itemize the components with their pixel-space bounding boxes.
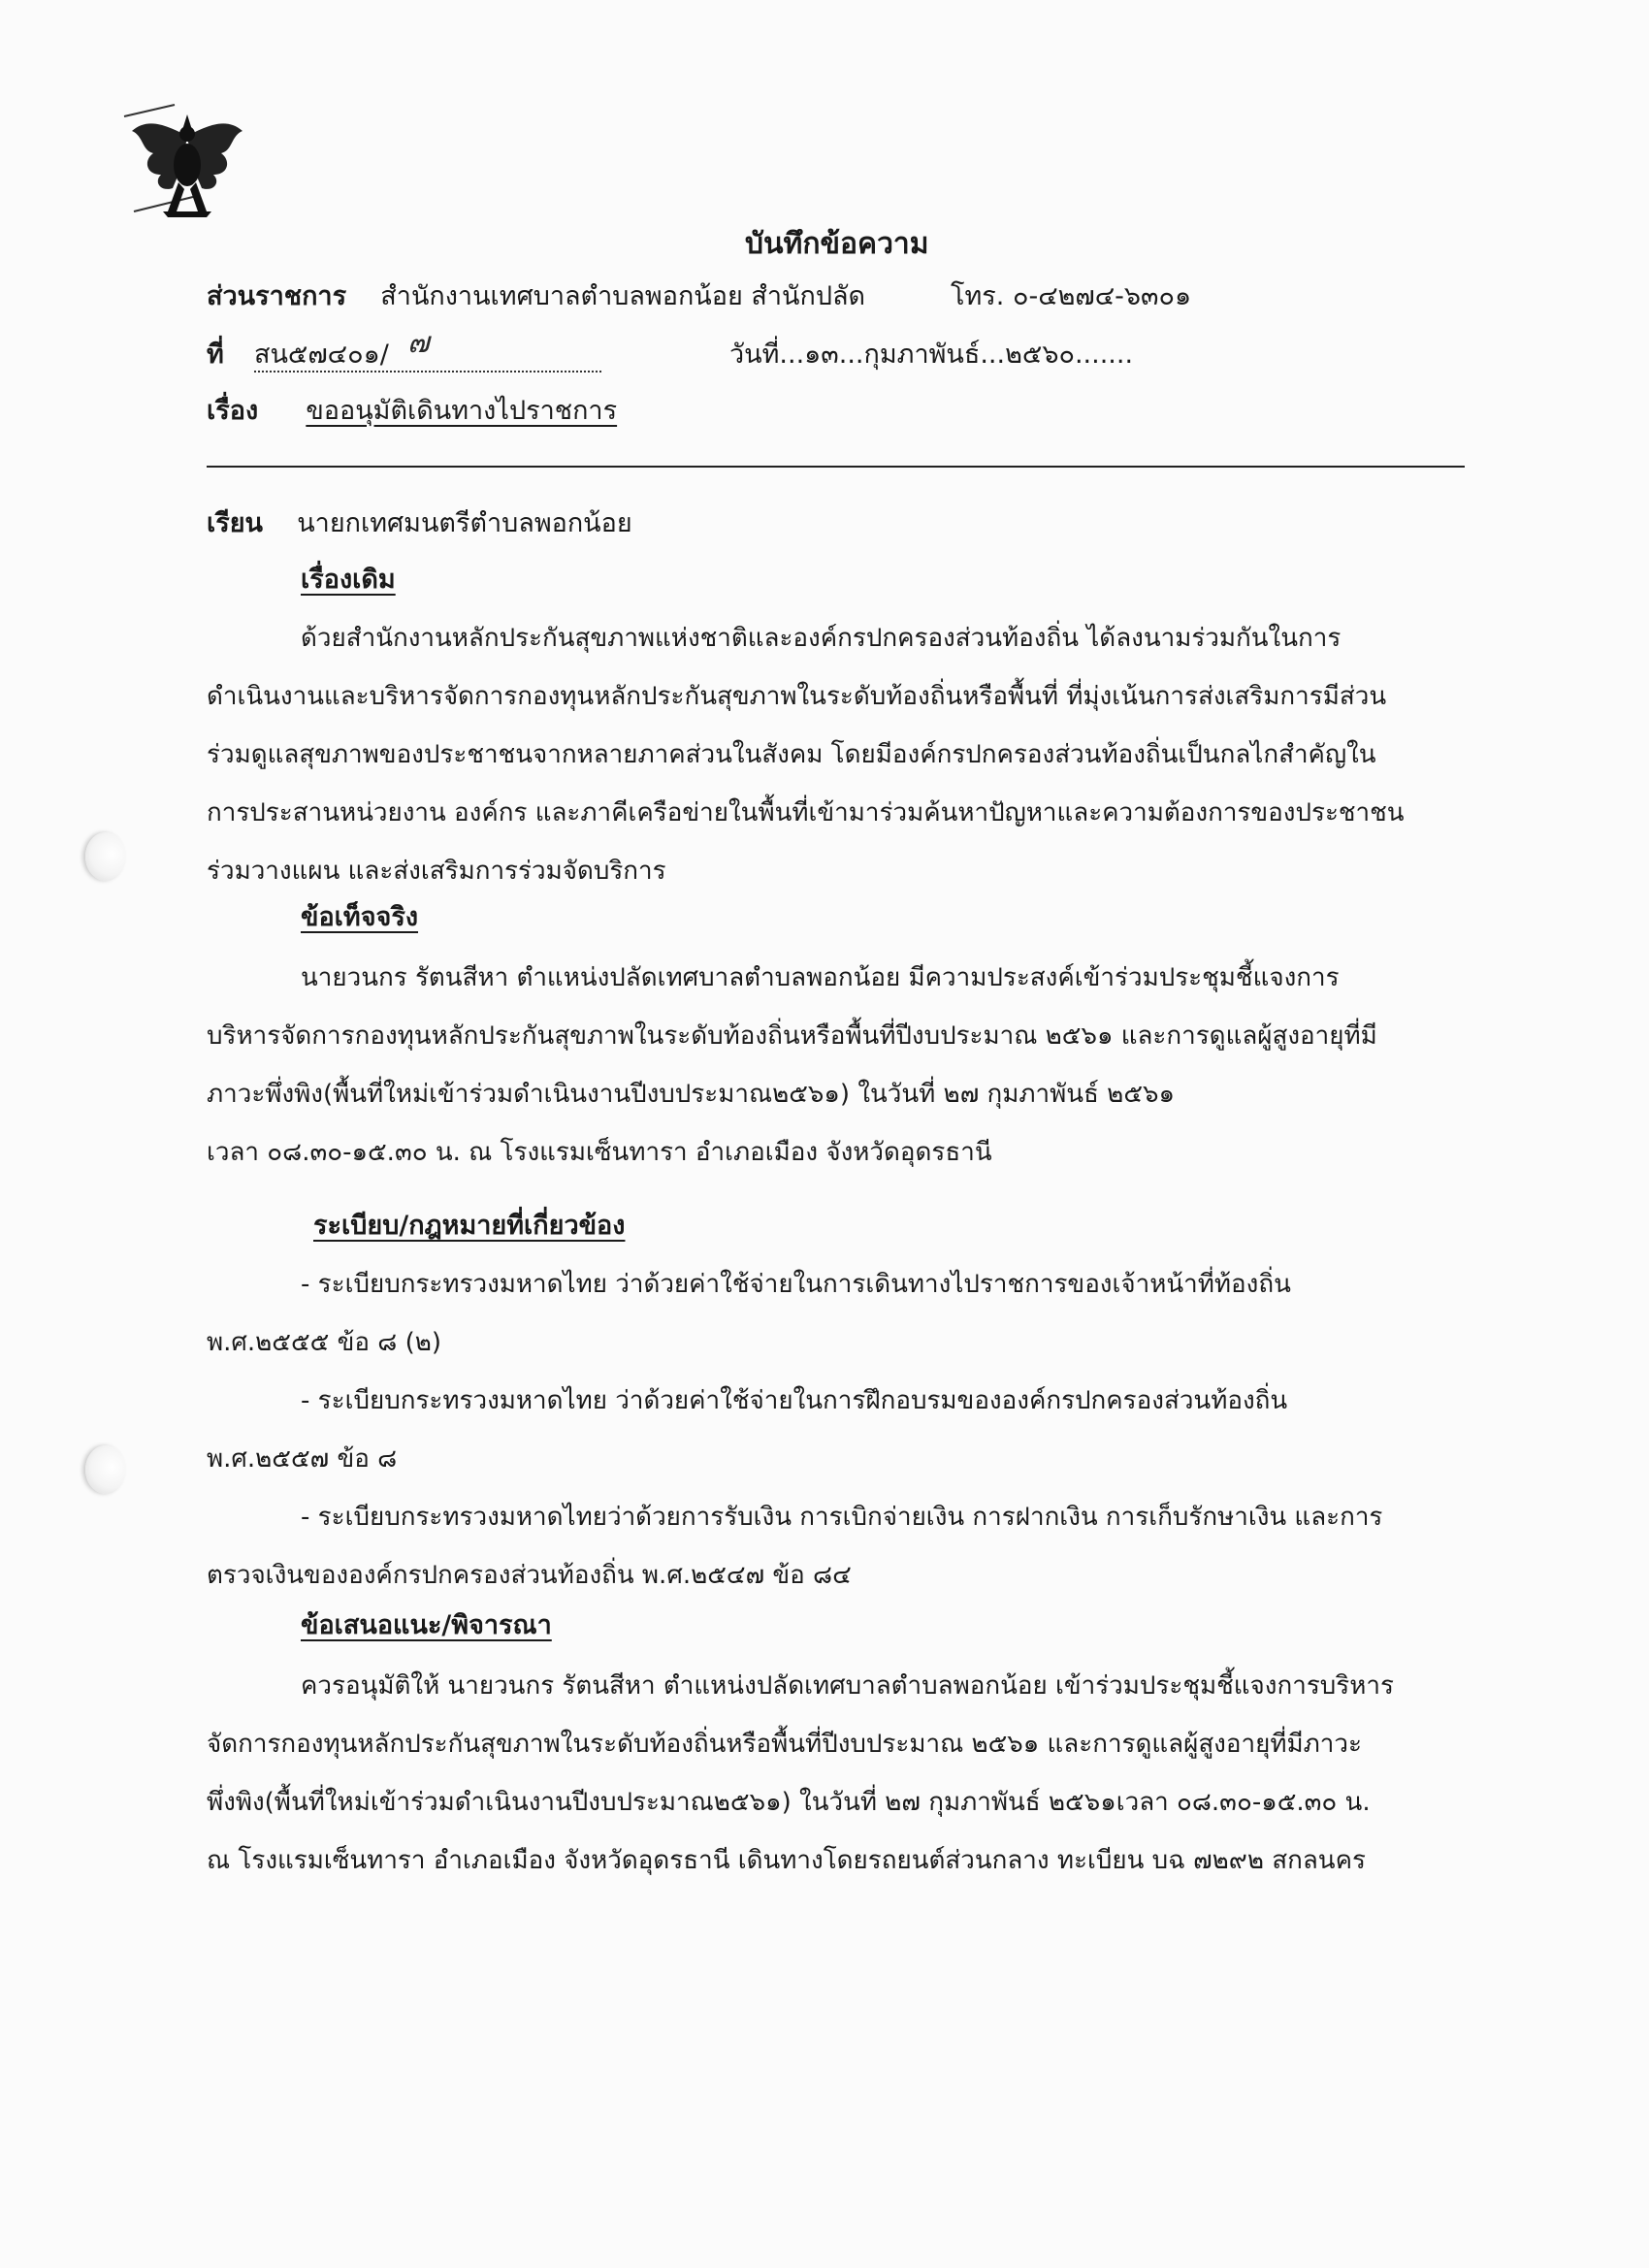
regulations-paragraph [207, 1255, 1472, 1604]
paragraph-line: ภาวะพึ่งพิง(พื้นที่ใหม่เข้าร่วมดำเนินงานปีงบประมาณ๒๕๖๑) ในวันที่ ๒๗ กุมภาพันธ์ ๒๕๖๑ [207, 1080, 1176, 1109]
date-label: วันที่ [729, 340, 780, 370]
date-row [729, 340, 1133, 371]
paragraph-line: จัดการกองทุนหลักประกันสุขภาพในระดับท้องถิ่นหรือพื้นที่ปีงบประมาณ ๒๕๖๑ และการดูแลผู้สูงอายุที่มีภาวะ [207, 1730, 1362, 1759]
handwritten-reference-number: ๗ [407, 326, 430, 360]
document-title: บันทึกข้อความ [745, 227, 929, 261]
agency-row [207, 281, 865, 312]
paragraph-line: ดำเนินงานและบริหารจัดการกองทุนหลักประกันสุขภาพในระดับท้องถิ่นหรือพื้นที่ ที่มุ่งเน้นการส่งเสริมการมีส่วน [207, 682, 1387, 711]
reference-label: ที่ [207, 340, 224, 370]
paragraph-line: ร่วมวางแผน และส่งเสริมการร่วมจัดบริการ [207, 857, 666, 886]
date-value: ...๑๓...กุมภาพันธ์...๒๕๖๐....... [779, 340, 1134, 370]
agency-label: ส่วนราชการ [207, 281, 347, 311]
paragraph-line: การประสานหน่วยงาน องค์กร และภาคีเครือข่ายในพื้นที่เข้ามาร่วมค้นหาปัญหาและความต้องการของประชาชน [207, 798, 1405, 827]
paragraph-line: - ระเบียบกระทรวงมหาดไทย ว่าด้วยค่าใช้จ่ายในการฝึกอบรมขององค์กรปกครองส่วนท้องถิ่น [301, 1386, 1288, 1415]
agency-value: สำนักงานเทศบาลตำบลพอกน้อย สำนักปลัด [380, 281, 866, 311]
addressee-label: เรียน [207, 508, 264, 538]
paragraph-line: พ.ศ.๒๕๕๗ ข้อ ๘ [207, 1444, 398, 1474]
paragraph-line: ตรวจเงินขององค์กรปกครองส่วนท้องถิ่น พ.ศ.๒๕๔๗ ข้อ ๘๔ [207, 1561, 852, 1590]
paragraph-line: ควรอนุมัติให้ นายวนกร รัตนสีหา ตำแหน่งปลัดเทศบาลตำบลพอกน้อย เข้าร่วมประชุมชี้แจงการบริหาร [301, 1671, 1394, 1701]
paragraph-line: ร่วมดูแลสุขภาพของประชาชนจากหลายภาคส่วนในสังคม โดยมีองค์กรปกครองส่วนท้องถิ่นเป็นกลไกสำคัญใน [207, 740, 1376, 769]
reference-row [207, 340, 601, 373]
garuda-emblem-icon [114, 97, 260, 243]
subject-label: เรื่อง [207, 396, 259, 426]
recommendation-paragraph [207, 1657, 1472, 1890]
paragraph-line: เวลา ๐๘.๓๐-๑๕.๓๐ น. ณ โรงแรมเซ็นทารา อำเภอเมือง จังหวัดอุดรธานี [207, 1138, 992, 1167]
addressee-value: นายกเทศมนตรีตำบลพอกน้อย [297, 508, 632, 538]
paragraph-line: บริหารจัดการกองทุนหลักประกันสุขภาพในระดับท้องถิ่นหรือพื้นที่ปีงบประมาณ ๒๕๖๑ และการดูแลผู้สูงอายุที่มี [207, 1021, 1377, 1051]
subject-row [207, 396, 617, 427]
background-heading: เรื่องเดิม [301, 565, 396, 595]
phone-number: โทร. ๐-๔๒๗๔-๖๓๐๑ [951, 281, 1192, 311]
paragraph-line: - ระเบียบกระทรวงมหาดไทย ว่าด้วยค่าใช้จ่ายในการเดินทางไปราชการของเจ้าหน้าที่ท้องถิ่น [301, 1270, 1291, 1299]
regulations-heading: ระเบียบ/กฎหมายที่เกี่ยวข้อง [313, 1211, 626, 1241]
punch-hole [85, 1445, 126, 1494]
background-paragraph [207, 609, 1472, 900]
paragraph-line: นายวนกร รัตนสีหา ตำแหน่งปลัดเทศบาลตำบลพอกน้อย มีความประสงค์เข้าร่วมประชุมชี้แจงการ [301, 963, 1340, 992]
header-divider [207, 466, 1465, 468]
subject-value: ขออนุมัติเดินทางไปราชการ [306, 396, 618, 426]
punch-hole [85, 832, 126, 881]
paragraph-line: ด้วยสำนักงานหลักประกันสุขภาพแห่งชาติและองค์กรปกครองส่วนท้องถิ่น ได้ลงนามร่วมกันในการ [301, 624, 1342, 653]
paragraph-line: - ระเบียบกระทรวงมหาดไทยว่าด้วยการรับเงิน การเบิกจ่ายเงิน การฝากเงิน การเก็บรักษาเงิน และการ [301, 1503, 1383, 1532]
paragraph-line: พ.ศ.๒๕๕๕ ข้อ ๘ (๒) [207, 1328, 442, 1357]
facts-heading: ข้อเท็จจริง [301, 902, 419, 932]
recommendation-heading: ข้อเสนอแนะ/พิจารณา [301, 1610, 552, 1640]
reference-value: สน๕๗๔๐๑/ [254, 340, 389, 370]
addressee-row [207, 508, 632, 539]
paragraph-line: พึ่งพิง(พื้นที่ใหม่เข้าร่วมดำเนินงานปีงบประมาณ๒๕๖๑) ในวันที่ ๒๗ กุมภาพันธ์ ๒๕๖๑เวลา ๐๘.๓๐-๑๕.๓๐ น. [207, 1788, 1371, 1817]
paragraph-line: ณ โรงแรมเซ็นทารา อำเภอเมือง จังหวัดอุดรธานี เดินทางโดยรถยนต์ส่วนกลาง ทะเบียน บฉ ๗๒๙๒ สกลนคร [207, 1846, 1366, 1875]
facts-paragraph [207, 949, 1472, 1182]
